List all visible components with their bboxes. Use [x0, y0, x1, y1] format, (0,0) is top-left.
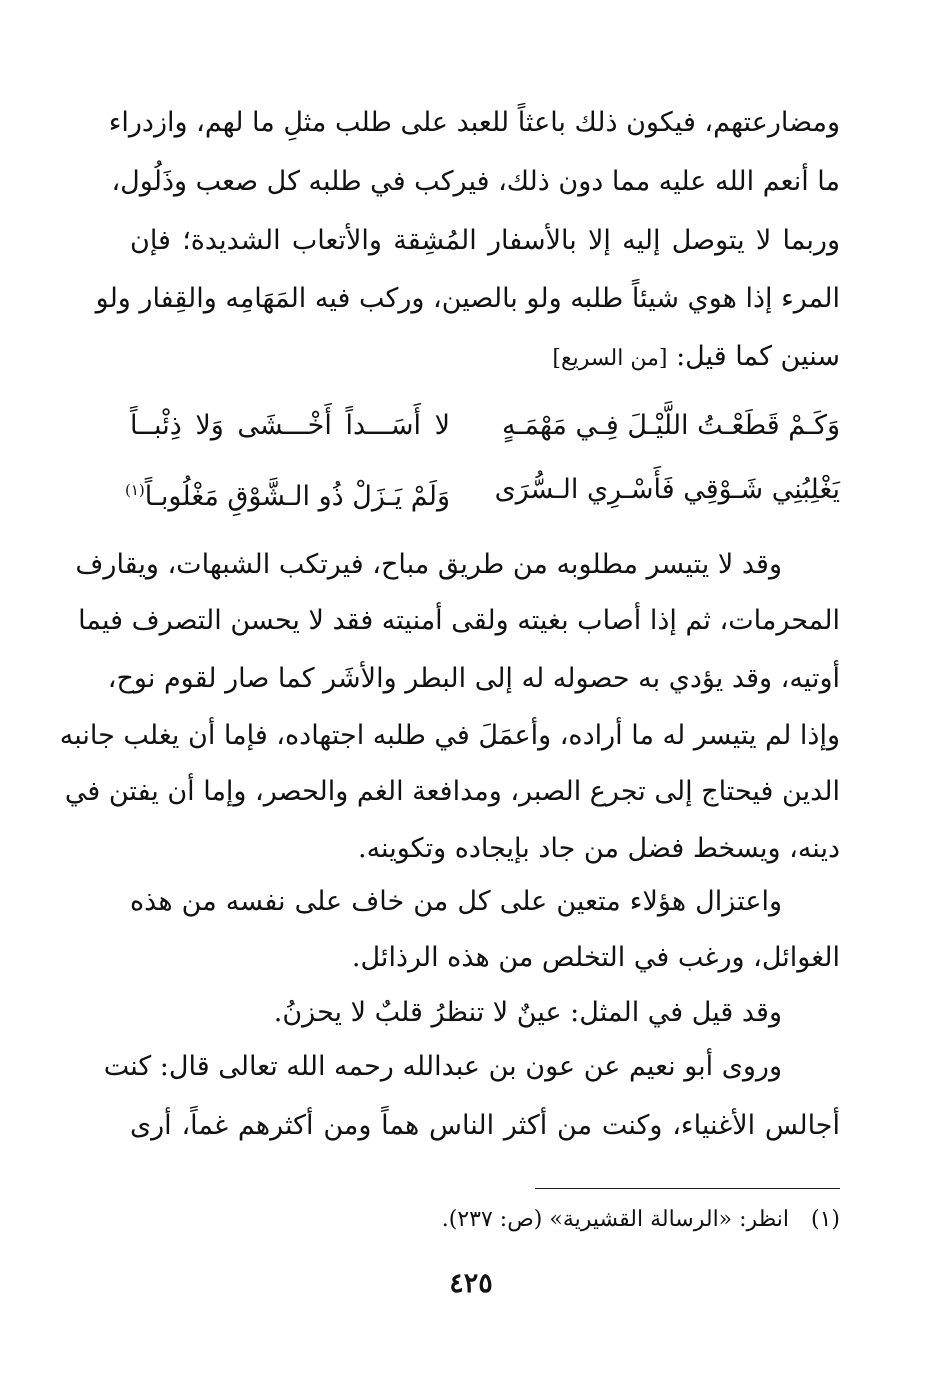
text-line: وربما لا يتوصل إليه إلا بالأسفار المُشِقة والأتعاب الشديدة؛ فإن [130, 225, 840, 256]
text-line: الدين فيحتاج إلى تجرع الصبر، ومدافعة الغم والحصر، وإما أن يفتن في [64, 776, 840, 807]
page-number: ٤٢٥ [449, 1268, 493, 1299]
text-line: ومضارعتهم، فيكون ذلك باعثاً للعبد على طلب مثلِ ما لهم، وازدراء [108, 107, 840, 138]
text-line: الغوائل، ورغب في التخلص من هذه الرذائل. [351, 942, 840, 973]
text-line: وقد لا يتيسر مطلوبه من طريق مباح، فيرتكب الشبهات، ويقارف [75, 549, 782, 580]
poem-meter-label: [من السريع] [552, 346, 668, 371]
text-line: وقد قيل في المثل: عينٌ لا تنظرُ قلبٌ لا يحزنُ. [273, 997, 782, 1028]
footnote [300, 1202, 840, 1238]
text-line: واعتزال هؤلاء متعين على كل من خاف على نفسه من هذه [130, 886, 782, 917]
text-line: أجالس الأغنياء، وكنت من أكثر الناس هماً ومن أكثرهم غماً، أرى [130, 1110, 840, 1141]
text-line: المحرمات، ثم إذا أصاب بغيته ولقى أمنيته فقد لا يحسن التصرف فيما [78, 605, 840, 636]
footnote-text: انظر: «الرسالة القشيرية» (ص: ٢٣٧). [441, 1207, 789, 1232]
text-line: وروى أبو نعيم عن عون بن عبدالله رحمه الله تعالى قال: كنت [103, 1051, 782, 1082]
text-line: وإذا لم يتيسر له ما أراده، وأعمَلَ في طلبه اجتهاده، فإما أن يغلب جانبه [59, 720, 840, 751]
text-line: ما أنعم الله عليه مما دون ذلك، فيركب في طلبه كل صعب وذَلُول، [111, 166, 840, 197]
verse-second-hemistich [125, 468, 450, 512]
verse-first-hemistich: يَغْلِبُنِي شَـوْقِي فَأَسْـرِي الـسُّرَى [494, 474, 840, 505]
text-line-with-meter [130, 337, 840, 379]
verse-second-hemistich: لا أَسَـــداً أَخْـــشَى وَلا ذِئْبــاً [130, 410, 450, 441]
text-line: دينه، ويسخط فضل من جاد بإيجاده وتكوينه. [357, 833, 840, 864]
text-line: أوتيه، وقد يؤدي به حصوله له إلى البطر والأشَر كما صار لقوم نوح، [107, 663, 840, 694]
text-line: المرء إذا هوي شيئاً طلبه ولو بالصين، وركب فيه المَهَامِه والقِفار ولو [95, 283, 840, 314]
verse-row [125, 468, 840, 512]
verse-first-hemistich: وَكَـمْ قَطَعْـتُ اللَّيْـلَ فِـي مَهْمَـهٍ [501, 410, 840, 441]
footnote-reference: (١) [125, 481, 145, 499]
footnote-number: (١) [810, 1207, 840, 1232]
footnote-separator [535, 1188, 840, 1189]
text-line-segment: سنين كما قيل: [676, 341, 840, 372]
verse-row [130, 404, 840, 448]
verse-text: وَلَمْ يَـزَلْ ذُو الـشَّوْقِ مَغْلُوبـاً [144, 481, 450, 512]
